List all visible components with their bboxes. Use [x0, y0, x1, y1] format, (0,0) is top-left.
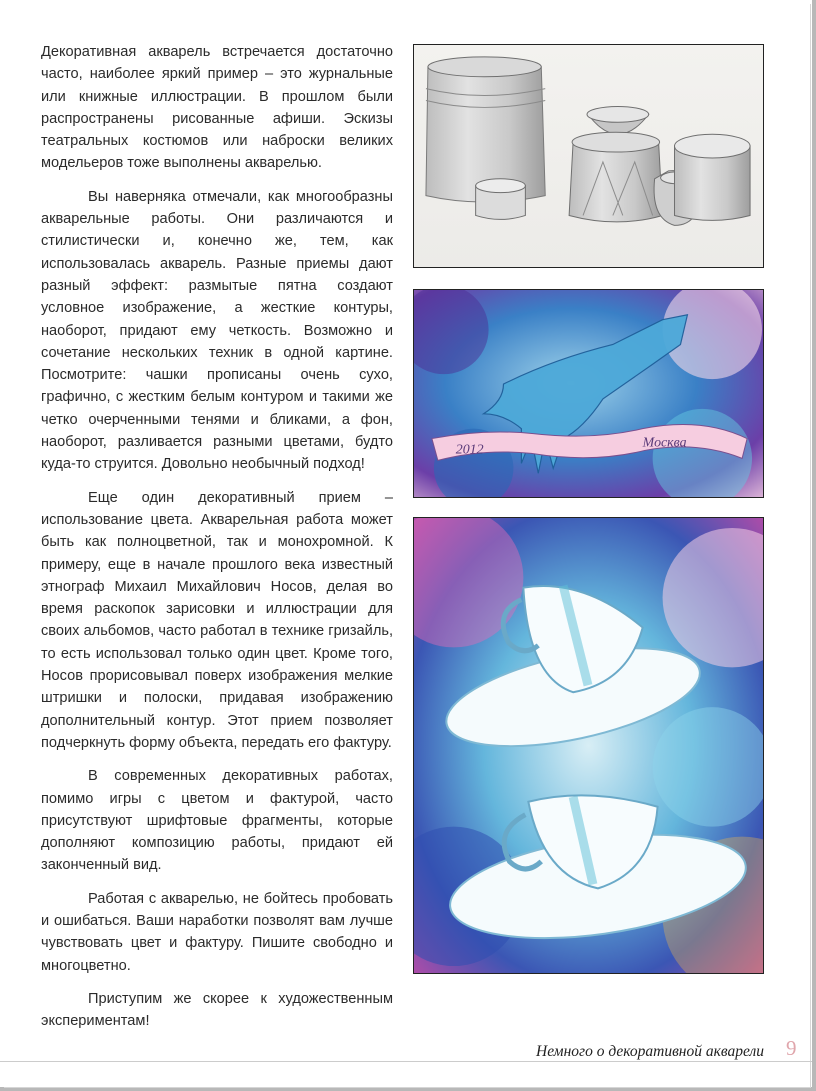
illustration-grisaille-pots	[413, 44, 764, 268]
cups-watercolor	[414, 518, 763, 973]
ribbon-year-label: 2012	[455, 442, 484, 458]
page-number: 9	[786, 1036, 797, 1060]
ribbon-city-label: Москва	[642, 435, 687, 451]
hand-watercolor	[414, 290, 763, 497]
paragraph-1: Декоративная акварель встречается достаточно часто, наиболее яркий пример – это журнальные или книжные иллюстрации. В прошлом были распространены рисованные афиши. Эскизы театральных костюмов или наброски великих модельеров тоже выполнены акварелью.	[41, 44, 393, 172]
illustration-hand-ribbon	[413, 289, 764, 498]
paragraph-6: Приступим же скорее к художественным экспериментам!	[41, 990, 393, 1030]
footer-title: Немного о декоративной акварели	[536, 1043, 764, 1060]
article-text	[41, 41, 393, 1043]
paragraph-2: Вы наверняка отмечали, как многообразны акварельные работы. Они различаются и стилистически и, конечно же, тем, как использовалась акварель. Разные приемы дают разный эффект: размытые пятна создают условное изображение, а жесткие контуры, наоборот, придают ему четкость. Возможно и сочетание нескольких техник в одной картине. Посмотрите: чашки прописаны очень сухо, графично, с жестким белым контуром и такими же четко очерченными тенями и бликами, а фон, наоборот, разливается разными цветами, будто куда-то струится. Довольно необычный подход!	[41, 188, 393, 473]
footer-rule	[0, 1061, 812, 1062]
paragraph-3: Еще один декоративный прием – использование цвета. Акварельная работа может быть как полноцветной, так и монохромной. К примеру, еще в начале прошлого века известный этнограф Михаил Михайлович Носов, делая во время раскопок зарисовки и иллюстрации для своих альбомов, часто работал в технике гризайль, то есть использовал только один цвет. Кроме того, Носов прорисовывал поверх изображения мелкие штришки и полоски, придавая изображению дополнительный контур. Этот прием позволяет подчеркнуть форму объекта, передать его фактуру.	[41, 489, 393, 751]
illustration-cups-saucers	[413, 517, 764, 974]
pots-drawing	[414, 45, 763, 267]
paragraph-5: Работая с акварелью, не бойтесь пробовать и ошибаться. Ваши наработки позволят вам лучше чувствовать цвет и фактуру. Пишите свободно и многоцветно.	[41, 890, 393, 974]
paragraph-4: В современных декоративных работах, помимо игры с цветом и фактурой, часто присутствуют шрифтовые фрагменты, которые дополняют композицию работы, придают ей законченный вид.	[41, 768, 393, 874]
